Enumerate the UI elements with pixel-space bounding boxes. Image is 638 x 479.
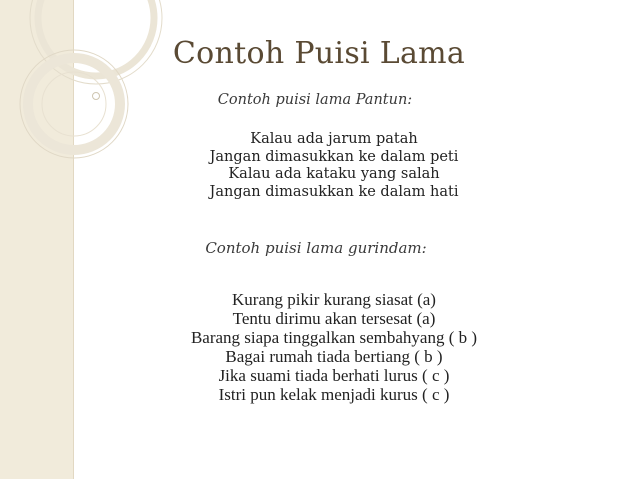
pantun-line: Jangan dimasukkan ke dalam hati — [209, 183, 459, 200]
slide-title: Contoh Puisi Lama — [172, 36, 466, 71]
pantun-line: Kalau ada jarum patah — [250, 131, 418, 147]
gurindam-line: Bagai rumah tiada bertiang ( b ) — [225, 347, 443, 366]
pantun-line: Kalau ada kataku yang salah — [228, 166, 440, 182]
pantun-line: Jangan dimasukkan ke dalam peti — [209, 148, 459, 165]
gurindam-line: Barang siapa tinggalkan sembahyang ( b ) — [190, 328, 478, 347]
gurindam-heading: Contoh puisi lama gurindam: — [205, 239, 427, 257]
pantun-poem — [84, 131, 584, 201]
gurindam-line: Kurang pikir kurang siasat (a) — [232, 290, 436, 309]
gurindam-line: Istri pun kelak menjadi kurus ( c ) — [218, 385, 450, 404]
gurindam-line: Tentu dirimu akan tersesat (a) — [232, 309, 436, 328]
pantun-heading: Contoh puisi lama Pantun: — [217, 92, 413, 108]
gurindam-line: Jika suami tiada berhati lurus ( c ) — [218, 366, 450, 385]
gurindam-poem — [84, 290, 584, 404]
